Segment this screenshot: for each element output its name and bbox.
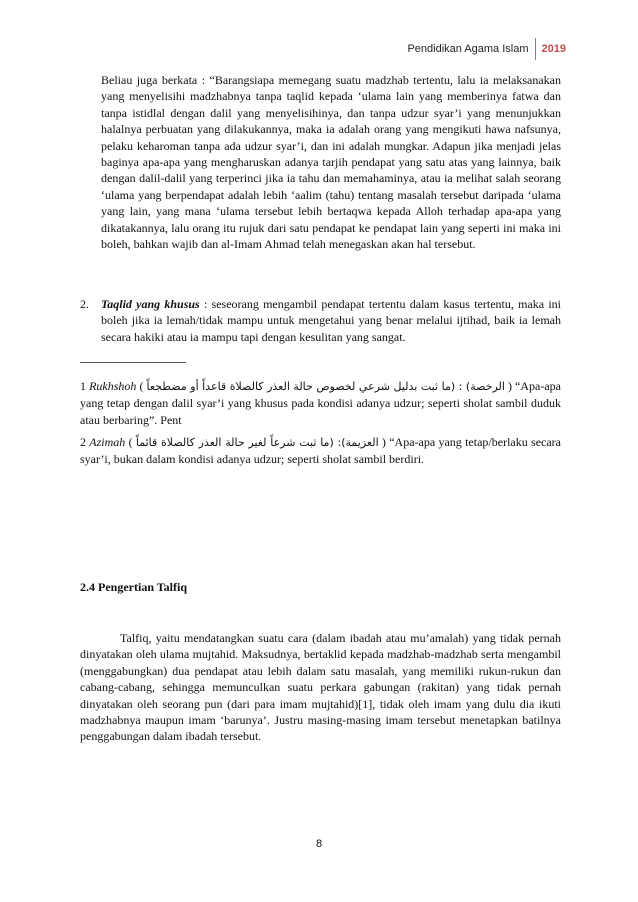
section-heading: 2.4 Pengertian Talfiq xyxy=(80,580,188,594)
footnote-term: Rukhshoh xyxy=(89,379,137,393)
footnote-arabic: الرخصة) : (ما ثبت بدليل شرعي لخصوص حالة العذر كالصلاة قاعداً أو مضطجعاً xyxy=(146,380,505,393)
header-title: Pendidikan Agama Islam xyxy=(407,43,529,55)
list-item-2 xyxy=(80,296,561,345)
header-divider xyxy=(535,38,536,60)
term-taqlid-khusus: Taqlid yang khusus xyxy=(101,297,200,311)
footnote-paren: ( xyxy=(136,379,147,393)
footnote-number: 2 xyxy=(80,435,90,449)
footnote-term: Azimah xyxy=(89,435,126,449)
footnote-text: ) “Apa-apa yang tetap/berlaku secara syar’i, bukan dalam kondisi adanya udzur; seperti sholat sambil berdiri. xyxy=(80,435,561,467)
footnote-2 xyxy=(80,434,561,468)
footnote-arabic: العزيمة): (ما ثبت شرعاً لغير حالة العذر كالصلاة قائماً xyxy=(135,436,379,449)
list-item-text xyxy=(101,296,561,345)
footnote-separator xyxy=(80,362,186,363)
footnote-text: ) “Apa-apa yang tetap dengan dalil syar’i yang khusus pada kondisi adanya udzur; seperti sholat sambil duduk atau berbaring”. Pent xyxy=(80,379,562,427)
footnote-paren: ( xyxy=(125,435,136,449)
talfiq-paragraph: Talfiq, yaitu mendatangkan suatu cara (dalam ibadah atau mu’amalah) yang tidak pernah dinyatakan oleh ulama mujtahid. Maksudnya, bertaklid kepada madzhab-madzhab serta mengambil (menggabungkan) dua pendapat atau lebih dalam satu masalah, yang memiliki rukun-rukun dan cabang-cabang, sehingga memunculkan suatu perkara gabungan (rakitan) yang tidak pernah dinyatakan oleh seorang pun (dari para imam mujtahid)[1], tidak oleh imam yang dulu dia ikuti madzhabnya maupun imam ‘barunya’. Justru masing-masing imam tersebut menetapkan batilnya penggabungan dalam ibadah tersebut. xyxy=(80,631,561,744)
footnote-1 xyxy=(80,378,561,428)
page-number: 8 xyxy=(315,838,323,850)
quote-paragraph: Beliau juga berkata : “Barangsiapa memegang suatu madzhab tertentu, lalu ia melaksanakan yang menyelisihi madzhabnya tanpa taqlid kepada ‘ulama lain yang memberinya fatwa dan tanpa istidlal dengan dalil yang menyelisihinya, dan tanpa udzur syar’i yang menunjukkan halalnya perbuatan yang dilakukannya, maka ia adalah orang yang mengikuti hawa nafsunya, pelaku keharoman tanpa ada udzur syar’i, dan ini adalah mungkar. Adapun jika menjadi jelas baginya apa-apa yang mengharuskan adanya tarjih pendapat yang satu atas yang lainnya, baik dengan dalil-dalil yang terperinci jika ia tahu dan memahaminya, atau ia melihat salah seorang ‘ulama yang berpendapat adalah lebih ‘aalim (tahu) tentang masalah tersebut daripada ‘ulama yang lain, yang mana ‘ulama tersebut lebih bertaqwa kepada Alloh terhadap apa-apa yang dikatakannya, lalu orang itu rujuk dari satu pendapat ke pendapat lain yang seperti ini maka ini boleh, bahkan wajib dan al-Imam Ahmad telah menegaskan akan hal tersebut. xyxy=(101,73,561,252)
list-item-body: : seseorang mengambil pendapat tertentu dalam kasus tertentu, maka ini boleh jika ia lemah/tidak mampu untuk mengetahui yang benar melalui ijtihad, baik ia lemah secara hakiki atau ia mampu tapi dengan kesulitan yang sangat. xyxy=(101,297,561,344)
page-header xyxy=(407,38,566,60)
quote-block xyxy=(101,72,561,252)
footnote-number: 1 xyxy=(80,379,90,393)
list-number: 2. xyxy=(80,297,89,311)
header-year: 2019 xyxy=(541,43,566,55)
